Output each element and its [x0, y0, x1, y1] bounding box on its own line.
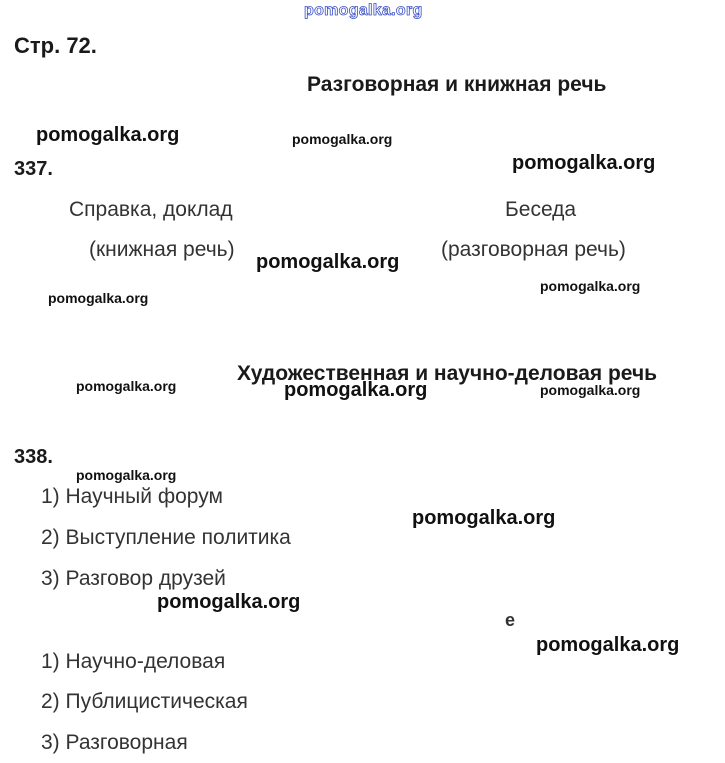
task337-left-term: Справка, доклад: [69, 198, 233, 221]
watermark: pomogalka.org: [536, 634, 680, 656]
watermark: pomogalka.org: [512, 152, 656, 174]
watermark: pomogalka.org: [76, 467, 177, 483]
watermark: pomogalka.org: [540, 382, 641, 398]
task337-right-term: Беседа: [505, 198, 577, 221]
watermark: pomogalka.org: [284, 379, 428, 401]
task-number-338: 338.: [14, 446, 53, 468]
task337-left-type: (книжная речь): [89, 238, 235, 261]
section-title-speech-types: Разговорная и книжная речь: [307, 73, 607, 96]
stray-glyph: е: [505, 610, 516, 630]
section-title-artistic-scientific: Художественная и научно-деловая речь: [237, 362, 658, 385]
task-number-337: 337.: [14, 158, 53, 180]
list-item: 3) Разговор друзей: [41, 567, 226, 590]
watermark: pomogalka.org: [48, 290, 149, 306]
watermark: pomogalka.org: [256, 251, 400, 273]
watermark-top: pomogalka.org: [304, 2, 423, 19]
watermark: pomogalka.org: [36, 124, 180, 146]
list-item: 2) Публицистическая: [41, 690, 248, 713]
list-item: 3) Разговорная: [41, 731, 188, 754]
watermark: pomogalka.org: [540, 278, 641, 294]
watermark: pomogalka.org: [76, 378, 177, 394]
page-number: Стр. 72.: [14, 33, 97, 58]
list-item: 2) Выступление политика: [41, 526, 291, 549]
watermark: pomogalka.org: [157, 591, 301, 613]
list-item: 1) Научный форум: [41, 485, 223, 508]
list-item: 1) Научно-деловая: [41, 650, 226, 673]
task337-right-type: (разговорная речь): [441, 238, 626, 261]
watermark: pomogalka.org: [412, 507, 556, 529]
watermark: pomogalka.org: [292, 131, 393, 147]
